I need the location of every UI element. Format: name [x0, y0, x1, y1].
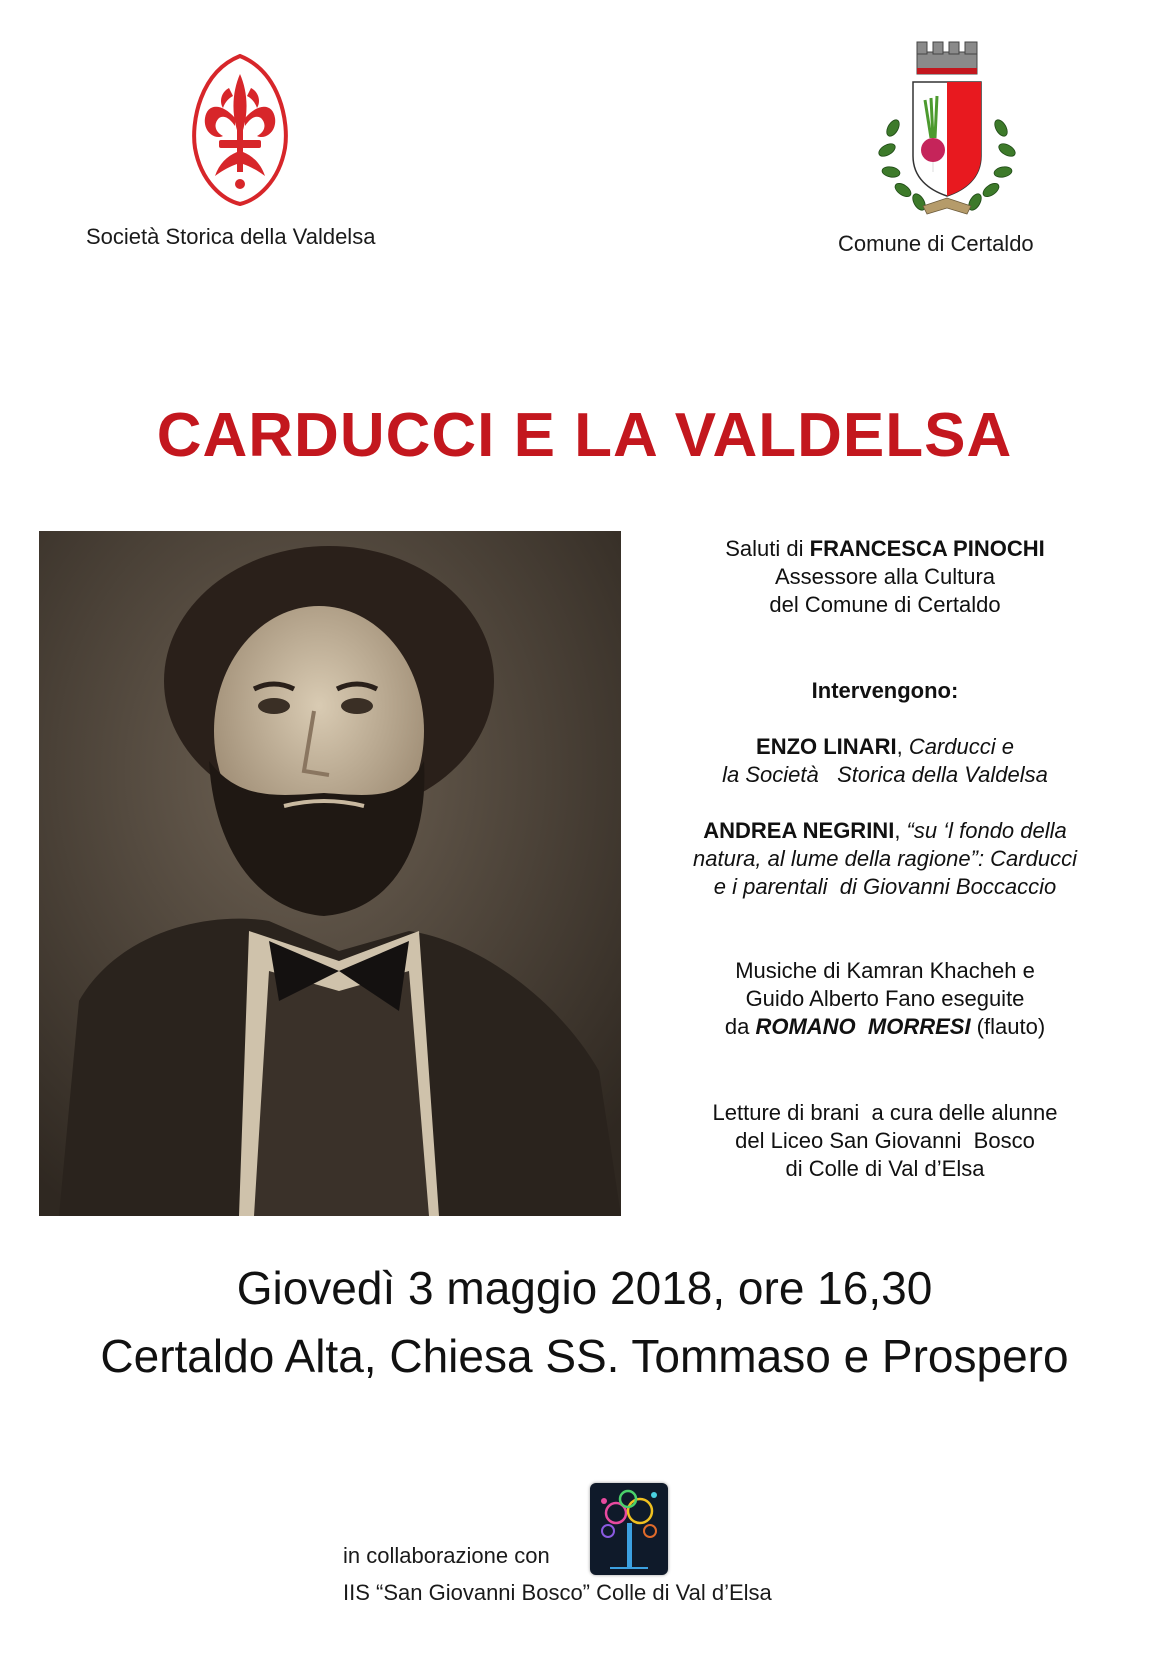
music-line-2: Guido Alberto Fano eseguite: [745, 986, 1025, 1011]
music-block: [625, 957, 1145, 1041]
event-location: Certaldo Alta, Chiesa SS. Tommaso e Prospero: [100, 1330, 1069, 1382]
carducci-portrait: [39, 531, 621, 1216]
societa-storica-caption: Società Storica della Valdelsa: [86, 224, 376, 249]
speaker1-talk-2: la Società Storica della Valdelsa: [722, 762, 1048, 787]
comune-certaldo-caption: Comune di Certaldo: [838, 231, 1034, 256]
greeting-role-1: Assessore alla Cultura: [774, 564, 996, 589]
comune-certaldo-crest: [873, 38, 1021, 228]
music-performer: ROMANO MORRESI: [755, 1014, 971, 1039]
music-line-3-prefix: da: [724, 1014, 756, 1039]
speaker2-talk-2: natura, al lume della ragione”: Carducci: [693, 846, 1077, 871]
portrait-photo-icon: [39, 531, 621, 1216]
speaker2-block: ANDREA NEGRINI, “su ‘l fondo della natura, al lume della ragione”: Carducci e i parentali di Giovanni Boccaccio: [693, 818, 1077, 899]
greeting-prefix: Saluti di: [725, 536, 810, 561]
greeting-block: [625, 535, 1145, 619]
speaker2-talk-3: e i parentali di Giovanni Boccaccio: [713, 874, 1057, 899]
speaker2-name: ANDREA NEGRINI: [703, 818, 895, 843]
florentine-lily-icon: [185, 52, 295, 208]
certaldo-crest-icon: [873, 38, 1021, 228]
speakers-heading: Intervengono:: [811, 678, 959, 703]
music-line-1: Musiche di Kamran Khacheh e: [735, 958, 1035, 983]
speaker1-block: ENZO LINARI, Carducci e la Società Storica della Valdelsa: [722, 734, 1048, 787]
readings-block: [625, 1099, 1145, 1183]
music-line-3-suffix: (flauto): [970, 1014, 1046, 1039]
readings-line-1: Letture di brani a cura delle alunne: [712, 1100, 1058, 1125]
readings-line-2: del Liceo San Giovanni Bosco: [735, 1128, 1035, 1153]
speaker2-talk-1: “su ‘l fondo della: [906, 818, 1067, 843]
school-logo: [590, 1483, 668, 1575]
collaboration-name: IIS “San Giovanni Bosco” Colle di Val d’Elsa: [343, 1580, 772, 1605]
school-tree-logo-icon: [590, 1483, 668, 1575]
event-date-time: Giovedì 3 maggio 2018, ore 16,30: [236, 1262, 933, 1314]
greeting-name: FRANCESCA PINOCHI: [809, 536, 1045, 561]
speaker1-name: ENZO LINARI: [756, 734, 897, 759]
speakers-heading-block: [625, 677, 1145, 705]
societa-storica-logo: [185, 52, 295, 208]
greeting-role-2: del Comune di Certaldo: [769, 592, 1001, 617]
event-title: CARDUCCI E LA VALDELSA: [156, 401, 1013, 470]
readings-line-3: di Colle di Val d’Elsa: [785, 1156, 985, 1181]
collaboration-label: in collaborazione con: [343, 1543, 550, 1568]
speaker1-talk-1: Carducci e: [908, 734, 1014, 759]
